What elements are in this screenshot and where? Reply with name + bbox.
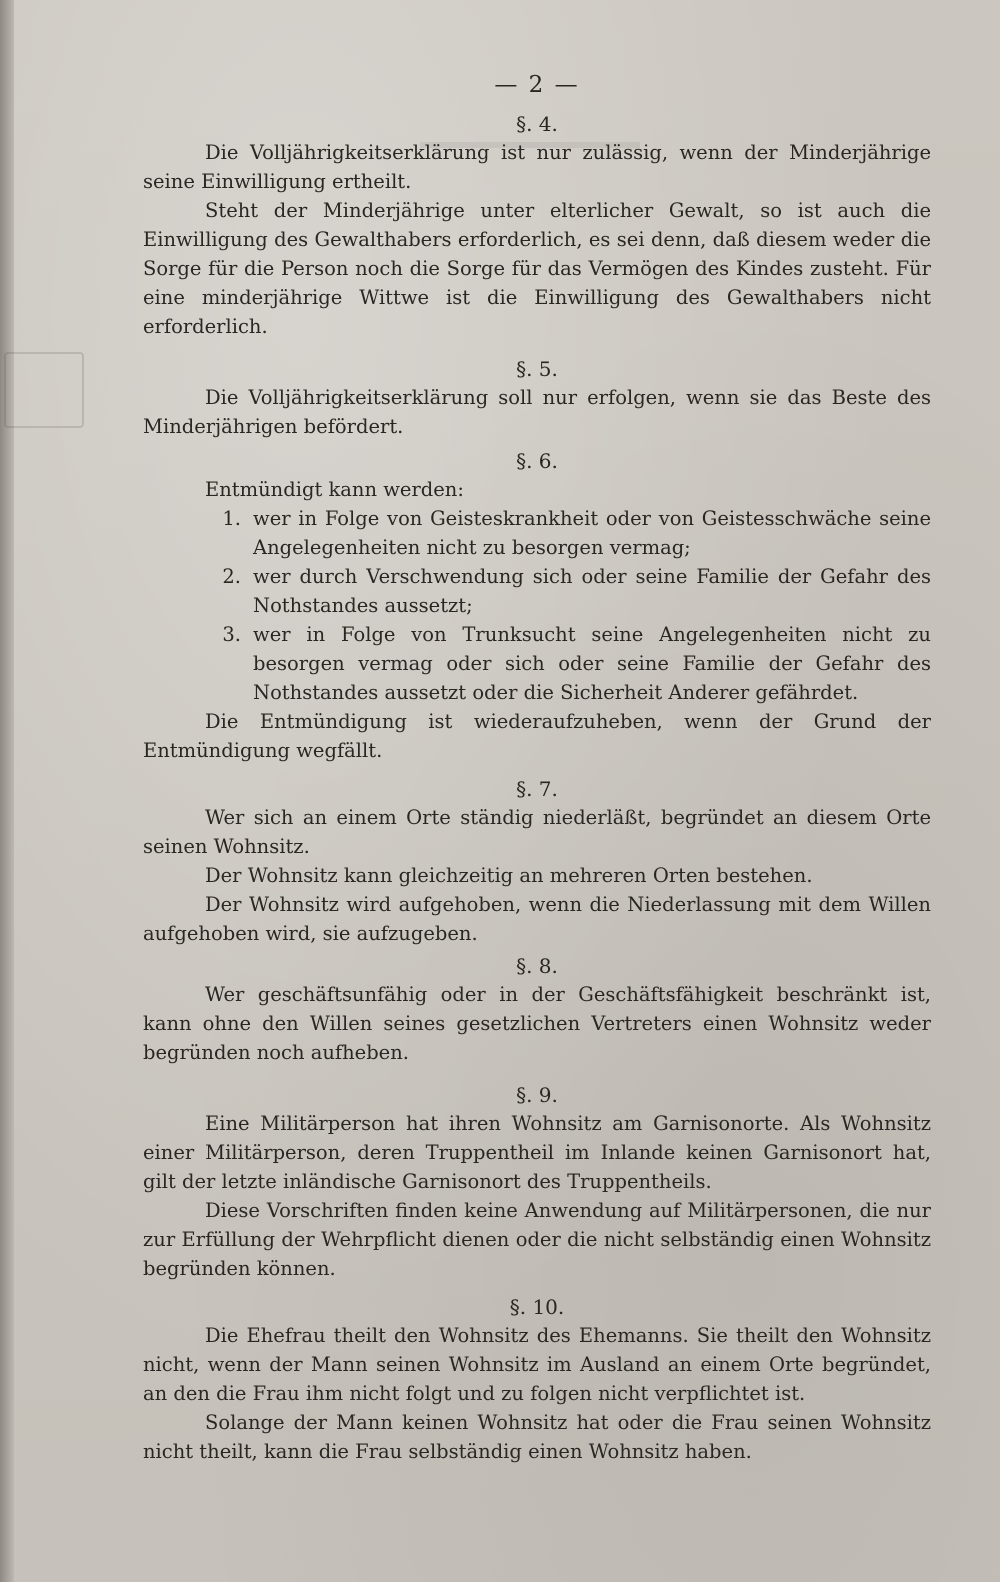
- list-item-number: 2.: [222, 565, 241, 588]
- list-item: [143, 620, 931, 707]
- section-heading: §. 10.: [509, 1295, 565, 1319]
- list-intro: Entmündigt kann werden:: [205, 478, 464, 501]
- paragraph: Wer sich an einem Orte ständig niederläßt, begründet an diesem Orte seinen Wohnsitz.: [143, 806, 931, 858]
- paragraph: Die Volljährigkeitserklärung ist nur zulässig, wenn der Minderjährige seine Einwilligung ertheilt.: [143, 141, 931, 193]
- paragraph: Wer geschäftsunfähig oder in der Geschäftsfähigkeit beschränkt ist, kann ohne den Willen seines gesetzlichen Vertreters einen Wohnsitz weder begründen noch aufheben.: [143, 983, 931, 1064]
- section-heading: §. 7.: [516, 777, 558, 801]
- section-heading: §. 8.: [516, 954, 558, 978]
- paragraph: Der Wohnsitz kann gleichzeitig an mehreren Orten bestehen.: [205, 864, 813, 887]
- paragraph: Der Wohnsitz wird aufgehoben, wenn die Niederlassung mit dem Willen aufgehoben wird, sie aufzugeben.: [143, 893, 931, 945]
- list-item-text: wer in Folge von Trunksucht seine Angelegenheiten nicht zu besorgen vermag oder sich oder seine Familie der Gefahr des Nothstandes aussetzt oder die Sicherheit Anderer gefährdet.: [253, 623, 931, 704]
- paragraph: Diese Vorschriften finden keine Anwendung auf Militärpersonen, die nur zur Erfüllung der Wehrpflicht dienen oder die nicht selbständig einen Wohnsitz begründen können.: [143, 1199, 931, 1280]
- paragraph: Die Volljährigkeitserklärung soll nur erfolgen, wenn sie das Beste des Minderjährigen befördert.: [143, 386, 931, 438]
- page-edge-shadow: [0, 0, 14, 1582]
- section-heading: §. 4.: [516, 112, 558, 136]
- paragraph: Solange der Mann keinen Wohnsitz hat oder die Frau seinen Wohnsitz nicht theilt, kann die Frau selbständig einen Wohnsitz haben.: [143, 1411, 931, 1463]
- list-item-number: 3.: [222, 623, 241, 646]
- section-heading: §. 5.: [516, 357, 558, 381]
- section-heading: §. 6.: [516, 449, 558, 473]
- list-item-number: 1.: [222, 507, 241, 530]
- list-item-text: wer durch Verschwendung sich oder seine Familie der Gefahr des Nothstandes aussetzt;: [253, 565, 931, 617]
- paragraph: Die Ehefrau theilt den Wohnsitz des Ehemanns. Sie theilt den Wohnsitz nicht, wenn der Mann seinen Wohnsitz im Ausland an einem Orte begründet, an den die Frau ihm nicht folgt und zu folgen nicht verpflichtet ist.: [143, 1324, 931, 1405]
- section-heading: §. 9.: [516, 1083, 558, 1107]
- list-item-text: wer in Folge von Geisteskrankheit oder von Geistesschwäche seine Angelegenheiten nicht zu besorgen vermag;: [253, 507, 931, 559]
- list-item: [143, 562, 931, 620]
- page-number: — 2 —: [494, 72, 580, 98]
- list-item: [143, 504, 931, 562]
- library-stamp-bleedthrough: [4, 352, 84, 428]
- paragraph: Steht der Minderjährige unter elterlicher Gewalt, so ist auch die Einwilligung des Gewalthabers erforderlich, es sei denn, daß diesem weder die Sorge für die Person noch die Sorge für das Vermögen des Kindes zusteht. Für eine minderjährige Wittwe ist die Einwilligung des Gewalthabers nicht erforderlich.: [143, 199, 931, 338]
- paragraph: Eine Militärperson hat ihren Wohnsitz am Garnisonorte. Als Wohnsitz einer Militärperson, deren Truppentheil im Inlande keinen Garnisonort hat, gilt der letzte inländische Garnisonort des Truppentheils.: [143, 1112, 931, 1193]
- paragraph: Die Entmündigung ist wiederaufzuheben, wenn der Grund der Entmündigung wegfällt.: [143, 710, 931, 762]
- page-text: [143, 72, 931, 1466]
